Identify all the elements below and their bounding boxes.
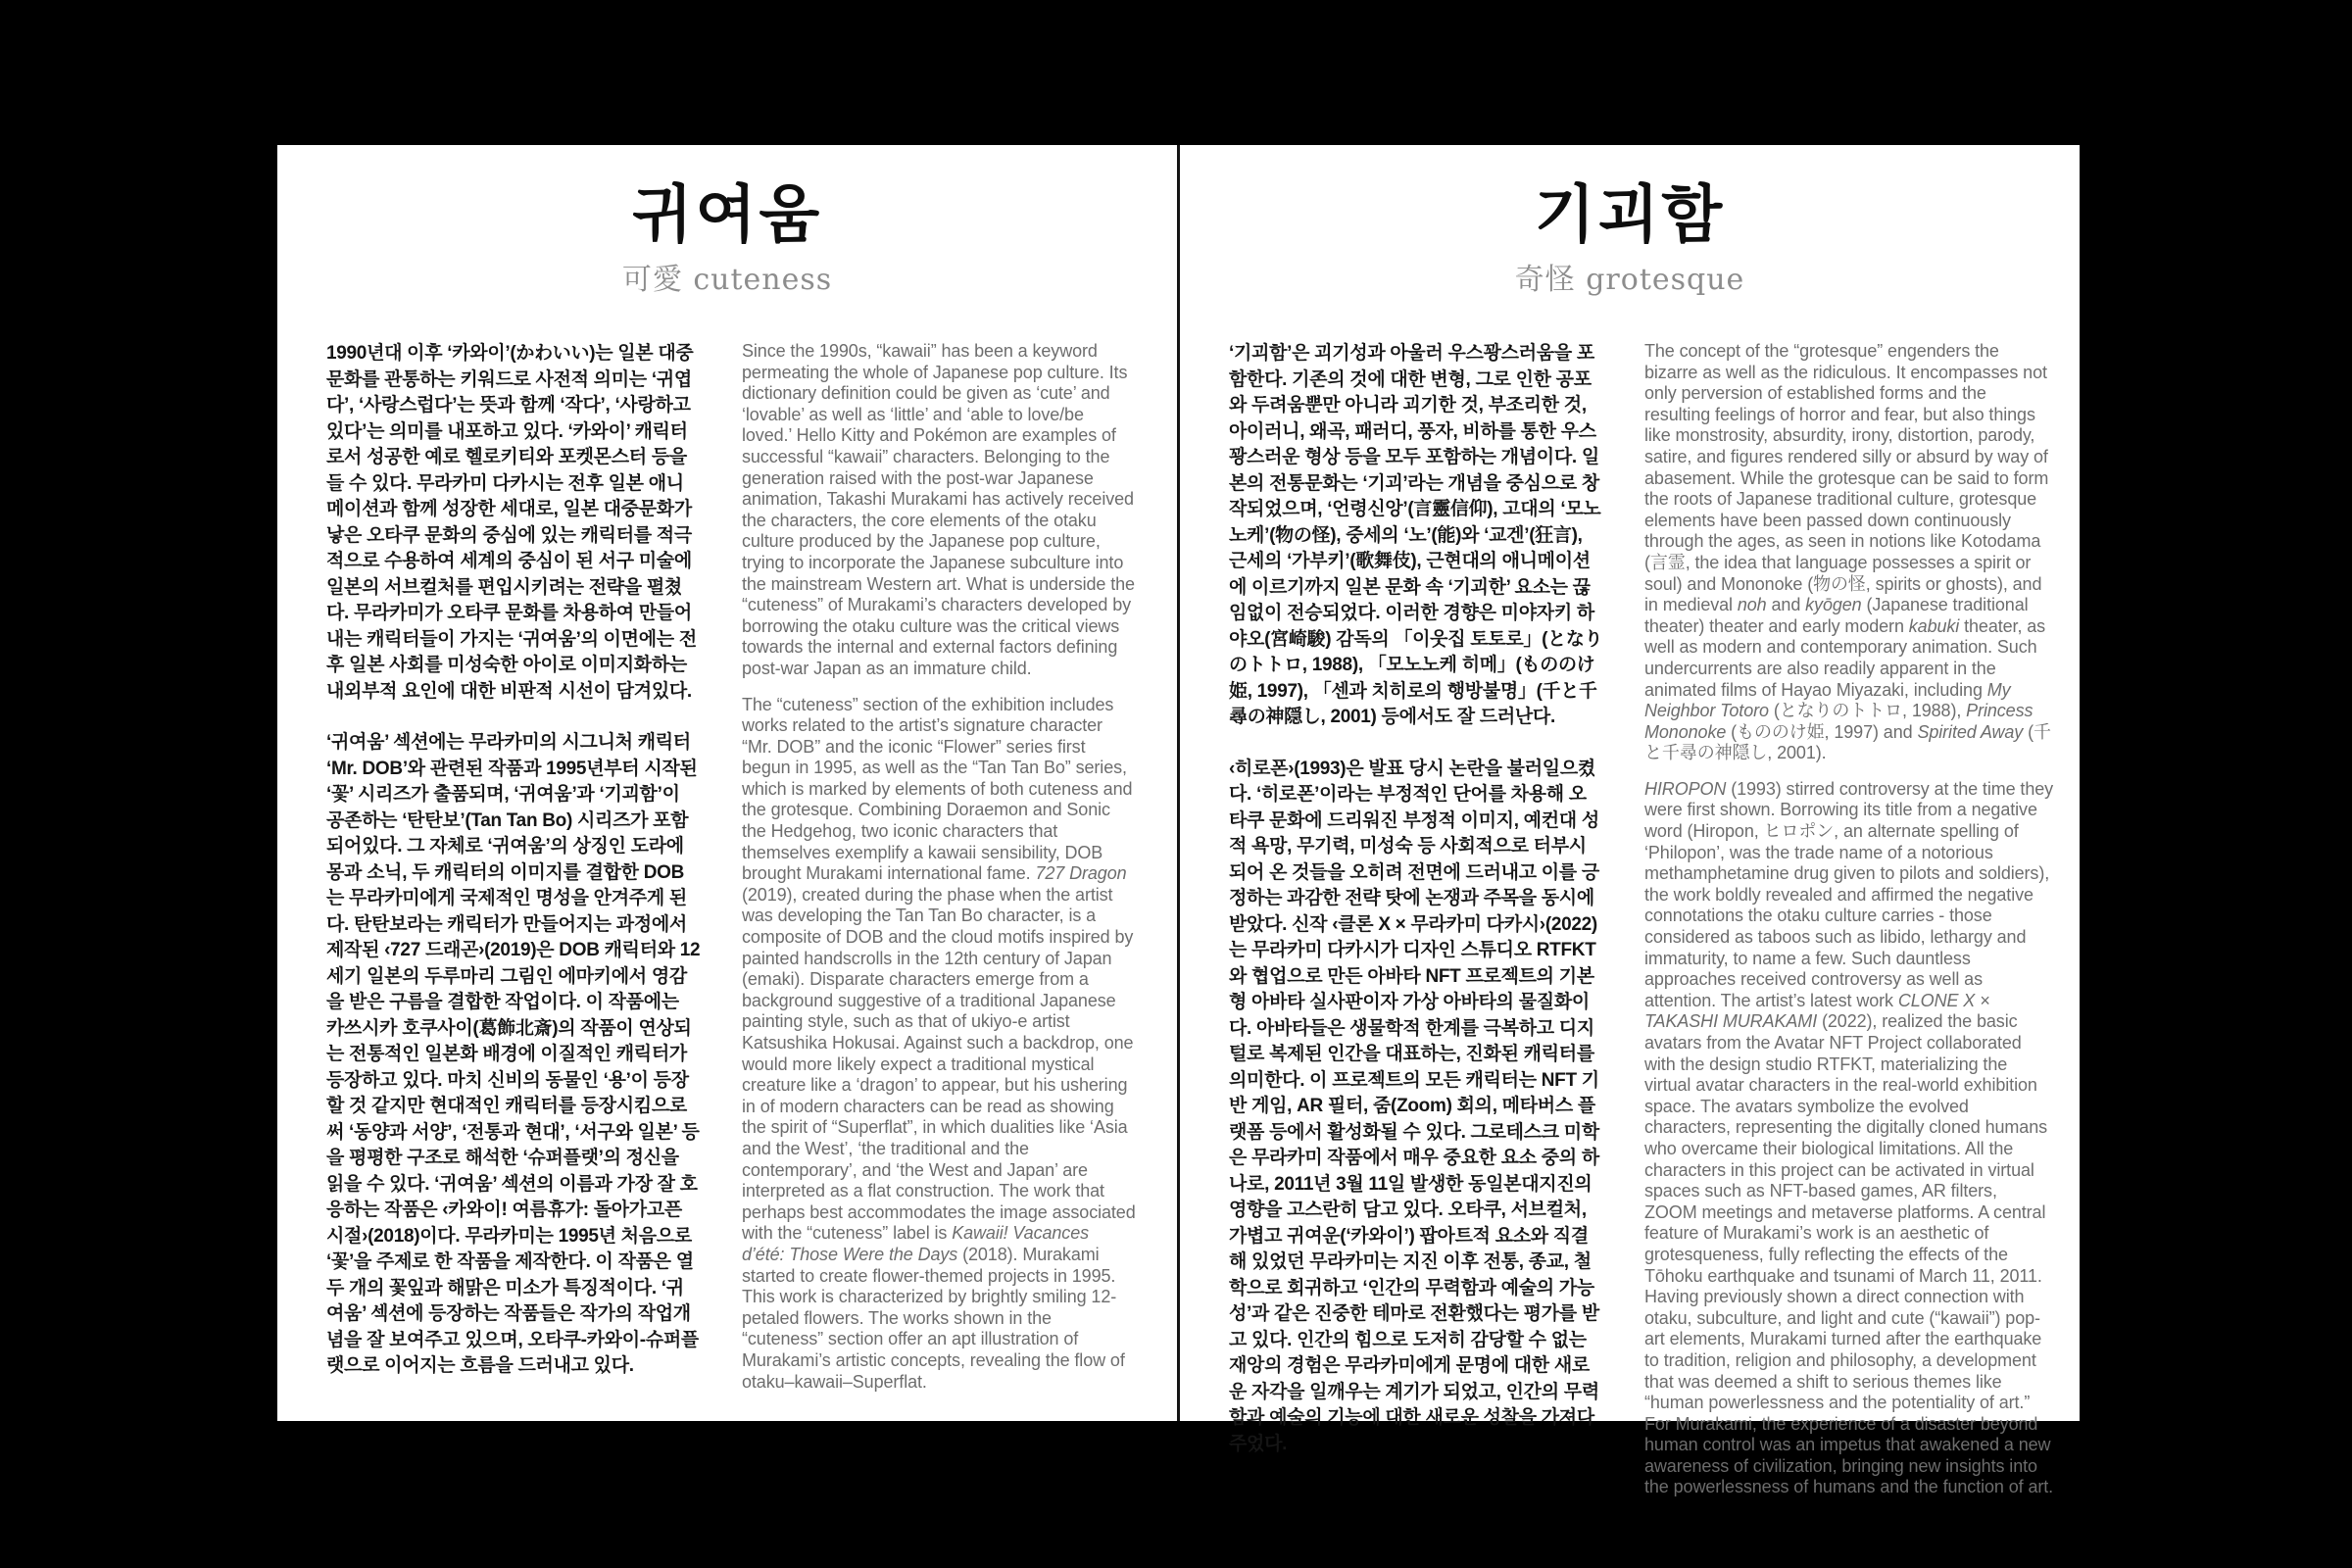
page-title: 귀여움 <box>631 178 823 252</box>
page-subtitle: 奇怪 grotesque <box>1514 263 1745 297</box>
korean-column <box>326 341 701 1393</box>
paragraph: The “cuteness” section of the exhibition includes works related to the artist’s signature character “Mr. DOB” and the iconic “Flower” series first begun in 1995, as well as the “Tan Tan Bo” series, which is marked by elements of both cuteness and the grotesque. Combining Doraemon and Sonic the Hedgehog, two iconic characters that themselves exemplify a kawaii sensibility, DOB brought Murakami international fame. 727 Dragon (2019), created during the phase when the artist was developing the Tan Tan Bo character, is a composite of DOB and the cloud motifs inspired by painted handscrolls in the 12th century of Japan (emaki). Disparate characters emerge from a background suggestive of a traditional Japanese painting style, such as that of ukiyo-e artist Katsushika Hokusai. Against such a backdrop, one would more likely expect a traditional mystical creature like a ‘dragon’ to appear, but his ushering in of modern characters can be read as showing the spirit of “Superflat”, in which dualities like ‘Asia and the West’, ‘the traditional and the contemporary’, and ‘the West and Japan’ are interpreted as a flat construction. The work that perhaps best accommodates the image associated with the “cuteness” label is Kawaii! Vacances d’été: Those Were the Days (2018). Murakami started to create flower-themed projects in 1995. This work is characterized by brightly smiling 12-petaled flowers. The works shown in the “cuteness” section offer an apt illustration of Murakami’s artistic concepts, revealing the flow of otaku–kawaii–Superflat. <box>742 694 1136 1392</box>
paragraph: The concept of the “grotesque” engenders the bizarre as well as the ridiculous. It encompasses not only perversion of established forms and the resulting feelings of horror and fear, but also things like monstrosity, absurdity, irony, distortion, parody, satire, and figures rendered silly or absurd by way of abasement. While the grotesque can be said to form the roots of Japanese traditional culture, grotesque elements have been passed down continuously through the ages, as seen in notions like Kotodama (言霊, the idea that language possesses a spirit or soul) and Mononoke (物の怪, spirits or ghosts), and in medieval noh and kyōgen (Japanese traditional theater) theater and early modern kabuki theater, as well as modern and contemporary animation. Such undercurrents are also readily apparent in the animated films of Hayao Miyazaki, including My Neighbor Totoro (となりのトトロ, 1988), Princess Mononoke (もののけ姫, 1997) and Spirited Away (千と千尋の神隠し, 2001). <box>1644 341 2051 763</box>
catalog-spread <box>277 145 2080 1497</box>
page-subtitle: 可愛 cuteness <box>621 263 833 297</box>
text-columns <box>1229 341 2054 1498</box>
paragraph: 1990년대 이후 ‘카와이’(かわいい)는 일본 대중문화를 관통하는 키워드로 사전적 의미는 ‘귀엽다’, ‘사랑스럽다’는 뜻과 함께 ‘작다’, ‘사랑하고 있다’는 의미를 내포하고 있다. ‘카와이’ 캐릭터로서 성공한 예로 헬로키티와 포켓몬스터 등을 들 수 있다. 무라카미 다카시는 전후 일본 애니메이션과 함께 성장한 세대로, 일본 대중문화가 낳은 오타쿠 문화의 중심에 있는 캐릭터를 적극적으로 수용하여 세계의 중심이 된 서구 미술에 일본의 서브컬처를 편입시키려는 전략을 펼쳤다. 무라카미가 오타쿠 문화를 차용하여 만들어내는 캐릭터들이 가지는 ‘귀여움’의 이면에는 전후 일본 사회를 미성숙한 아이로 이미지화하는 내외부적 요인에 대한 비판적 시선이 담겨있다. <box>326 343 697 702</box>
paragraph: ‹히로폰›(1993)은 발표 당시 논란을 불러일으켰다. ‘히로폰’이라는 부정적인 단어를 차용해 오타쿠 문화에 드리워진 부정적 이미지, 예컨대 성적 욕망, 무기력, 미성숙 등 사회적으로 터부시되어 온 것들을 오히려 전면에 드러내고 이를 긍정하는 과감한 전략 탓에 논쟁과 주목을 동시에 받았다. 신작 ‹클론 X × 무라카미 다카시›(2022)는 무라카미 다카시가 디자인 스튜디오 RTFKT와 협업으로 만든 아바타 NFT 프로젝트의 기본형 아바타 실사판이자 가상 아바타의 물질화이다. 아바타들은 생물학적 한계를 극복하고 디지털로 복제된 인간을 대표하는, 진화된 캐릭터를 의미한다. 이 프로젝트의 모든 캐릭터는 NFT 기반 게임, AR 필터, 줌(Zoom) 회의, 메타버스 플랫폼 등에서 활성화될 수 있다. 그로테스크 미학은 무라카미 작품에서 매우 중요한 요소 중의 하나로, 2011년 3월 11일 발생한 동일본대지진의 영향을 고스란히 담고 있다. 오타쿠, 서브컬처, 가볍고 귀여운(‘카와이’) 팝아트적 요소와 직결해 있었던 무라카미는 지진 이후 전통, 종교, 철학으로 회귀하고 ‘인간의 무력함과 예술의 가능성’과 같은 진중한 테마로 전환했다는 평가를 받고 있다. 인간의 힘으로 도저히 감당할 수 없는 재앙의 경험은 무라카미에게 문명에 대한 새로운 자각을 일깨우는 계기가 되었고, 인간의 무력함과 예술의 기능에 대한 새로운 성찰을 가져다주었다. <box>1229 758 1599 1454</box>
paragraph: HIROPON (1993) stirred controversy at the time they were first shown. Borrowing its title from a negative word (Hiropon, ヒロポン, an alternate spelling of ‘Philopon’, was the trade name of a notorious methamphetamine drug given to pilots and soldiers), the work boldly revealed and affirmed the negative connotations the otaku culture carries - those considered as taboos such as libido, lethargy and immaturity, to name a few. Such dauntless approaches received controversy as well as attention. The artist’s latest work CLONE X × TAKASHI MURAKAMI (2022), realized the basic avatars from the Avatar NFT Project collaborated with the design studio RTFKT, materializing the virtual avatar characters in the real-world exhibition space. The avatars symbolize the evolved characters, representing the digitally cloned humans who overcame their biological limitations. All the characters in this project can be activated in virtual spaces such as NFT-based games, AR filters, ZOOM meetings and metaverse platforms. A central feature of Murakami’s work is an aesthetic of grotesqueness, fully reflecting the effects of the Tōhoku earthquake and tsunami of March 11, 2011. Having previously shown a direct connection with otaku, subculture, and light and cute (“kawaii”) pop-art elements, Murakami turned after the earthquake to tradition, religion and philosophy, a development that was deemed a shift to serious themes like “human powerlessness and the potentiality of art.” For Murakami, the experience of a disaster beyond human control was an impetus that awakened a new awareness of civilization, bringing new insights into the powerlessness of humans and the function of art. <box>1644 778 2054 1497</box>
page-title: 기괴함 <box>1534 178 1726 252</box>
english-column <box>742 341 1136 1393</box>
paragraph: ‘귀여움’ 섹션에는 무라카미의 시그니처 캐릭터 ‘Mr. DOB’와 관련된 작품과 1995년부터 시작된 ‘꽃’ 시리즈가 출품되며, ‘귀여움’과 ‘기괴함’이 공존하는 ‘탄탄보’(Tan Tan Bo) 시리즈가 포함되어있다. 그 자체로 ‘귀여움’의 상징인 도라에몽과 소닉, 두 캐릭터의 이미지를 결합한 DOB는 무라카미에게 국제적인 명성을 안겨주게 된다. 탄탄보라는 캐릭터가 만들어지는 과정에서 제작된 ‹727 드래곤›(2019)은 DOB 캐릭터와 12세기 일본의 두루마리 그림인 에마키에서 영감을 받은 구름을 결합한 작업이다. 이 작품에는 카쓰시카 호쿠사이(葛飾北斎)의 작품이 연상되는 전통적인 일본화 배경에 이질적인 캐릭터가 등장하고 있다. 마치 신비의 동물인 ‘용’이 등장할 것 같지만 현대적인 캐릭터를 등장시킴으로써 ‘동양과 서양’, ‘전통과 현대’, ‘서구와 일본’ 등을 평평한 구조로 해석한 ‘슈퍼플랫’의 정신을 읽을 수 있다. ‘귀여움’ 섹션의 이름과 가장 잘 호응하는 작품은 ‹카와이! 여름휴가: 돌아가고픈 시절›(2018)이다. 무라카미는 1995년 처음으로 ‘꽃’을 주제로 한 작품을 제작한다. 이 작품은 열두 개의 꽃잎과 해맑은 미소가 특징적이다. ‘귀여움’ 섹션에 등장하는 작품들은 작가의 작업개념을 잘 보여주고 있으며, 오타쿠-카와이-슈퍼플랫으로 이어지는 흐름을 드러내고 있다. <box>326 732 701 1376</box>
page-header <box>277 178 1177 297</box>
text-columns <box>326 341 1136 1393</box>
english-column <box>1644 341 2054 1498</box>
paragraph: ‘기괴함’은 괴기성과 아울러 우스꽝스러움을 포함한다. 기존의 것에 대한 변형, 그로 인한 공포와 두려움뿐만 아니라 괴기한 것, 부조리한 것, 아이러니, 왜곡, 패러디, 풍자, 비하를 통한 우스꽝스러운 형상 등을 모두 포함하는 개념이다. 일본의 전통문화는 ‘기괴’라는 개념을 중심으로 창작되었으며, ‘언령신앙’(言靈信仰), 고대의 ‘모노노케’(物の怪), 중세의 ‘노’(能)와 ‘교겐’(狂言), 근세의 ‘가부키’(歌舞伎), 근현대의 애니메이션에 이르기까지 일본 문화 속 ‘기괴한’ 요소는 끊임없이 전승되었다. 이러한 경향은 미야자키 하야오(宮崎駿) 감독의 「이웃집 토토로」(となりのトトロ, 1988), 「모노노케 히메」(もののけ姫, 1997), 「센과 치히로의 행방불명」(千と千尋の神隠し, 2001) 등에서도 잘 드러난다. <box>1229 343 1603 727</box>
page-cuteness <box>277 145 1177 1421</box>
page-grotesque <box>1180 145 2080 1497</box>
korean-column <box>1229 341 1603 1498</box>
paragraph: Since the 1990s, “kawaii” has been a keyword permeating the whole of Japanese pop culture. Its dictionary definition could be given as ‘cute’ and ‘lovable’ as well as ‘little’ and ‘able to love/be loved.’ Hello Kitty and Pokémon are examples of successful “kawaii” characters. Belonging to the generation raised with the post-war Japanese animation, Takashi Murakami has actively received the characters, the core elements of the otaku culture produced by the Japanese pop culture, trying to incorporate the Japanese subculture into the mainstream Western art. What is underside the “cuteness” of Murakami’s characters developed by borrowing the otaku culture was the critical views towards the internal and external factors defining post-war Japan as an immature child. <box>742 341 1135 678</box>
page-header <box>1180 178 2080 297</box>
